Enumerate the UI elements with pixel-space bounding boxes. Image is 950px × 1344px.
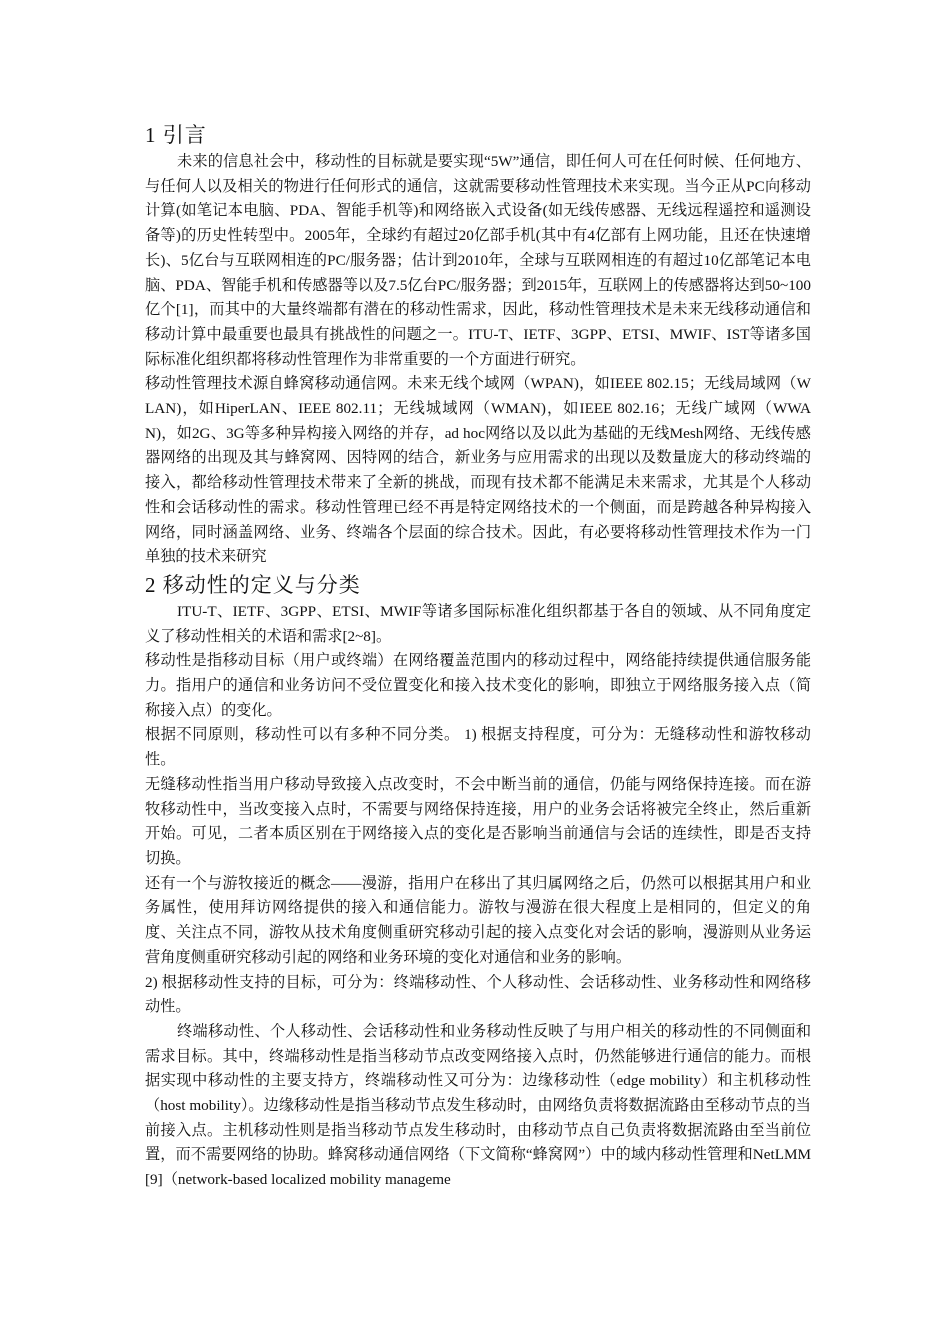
paragraph-classification-support: 根据不同原则，移动性可以有多种不同分类。 1) 根据支持程度，可分为：无缝移动性和游牧移动性。	[145, 726, 811, 769]
paragraph-terminal-mobility: 终端移动性、个人移动性、会话移动性和业务移动性反映了与用户相关的移动性的不同侧面和需求目标。其中，终端移动性是指当移动节点改变网络接入点时，仍然能够进行通信的能力。而根据实现中移动性的主要支持方，终端移动性又可分为：边缘移动性（edge mobility）和主机移动性（host mobility）。边缘移动性是指当移动节点发生移动时，由网络负责将数据流路由至移动节点的当前接入点。主机移动性则是指当移动节点发生移动时，由移动节点自己负责将数据流路由至当前位置，而不需要网络的协助。蜂窝移动通信网络（下文简称“蜂窝网”）中的域内移动性管理和NetLMM[9]（network-based localized mobility manageme	[145, 1022, 811, 1189]
section-heading-definition-classification: 2 移动性的定义与分类	[145, 572, 361, 597]
paragraph-seamless-nomadic: 无缝移动性指当用户移动导致接入点改变时，不会中断当前的通信，仍能与网络保持连接。而在游牧移动性中，当改变接入点时，不需要与网络保持连接，用户的业务会话将被完全终止，然后重新开始。可见，二者本质区别在于网络接入点的变化是否影响当前通信与会话的连续性，即是否支持切换。	[145, 775, 811, 867]
section-heading-introduction: 1 引言	[145, 123, 207, 147]
paragraph-mobility-definition: 移动性是指移动目标（用户或终端）在网络覆盖范围内的移动过程中，网络能持续提供通信服务能力。指用户的通信和业务访问不受位置变化和接入技术变化的影响，即独立于网络服务接入点（简称接入点）的变化。	[145, 652, 811, 719]
paragraph-mobility-origin: 移动性管理技术源自蜂窝移动通信网。未来无线个域网（WPAN)，如IEEE 802.15；无线局域网（WLAN)，如HiperLAN、IEEE 802.11；无线城域网（WMAN)，如IEEE 802.16；无线广域网（WWAN)，如2G、3G等多种异构接入网络的并存，ad hoc网络以及以此为基础的无线Mesh网络、无线传感器网络的出现及其与蜂窝网、因特网的结合，新业务与应用需求的出现以及数量庞大的移动终端的接入，都给移动性管理技术带来了全新的挑战，而现有技术都不能满足未来需求，尤其是个人移动性和会话移动性的需求。移动性管理已经不再是特定网络技术的一个侧面，而是跨越各种异构接入网络，同时涵盖网络、业务、终端各个层面的综合技术。因此，有必要将移动性管理技术作为一门单独的技术来研究	[145, 375, 811, 566]
paragraph-standards-bodies: ITU-T、IETF、3GPP、ETSI、MWIF等诸多国际标准化组织都基于各自的领域、从不同角度定义了移动性相关的术语和需求[2~8]。	[145, 602, 811, 645]
paragraph-classification-target: 2) 根据移动性支持的目标，可分为：终端移动性、个人移动性、会话移动性、业务移动性和网络移动性。	[145, 973, 811, 1016]
document-page	[145, 120, 811, 1193]
paragraph-5w-communication: 未来的信息社会中，移动性的目标就是要实现“5W”通信，即任何人可在任何时候、任何地方、与任何人以及相关的物进行任何形式的通信，这就需要移动性管理技术来实现。当今正从PC向移动计算(如笔记本电脑、PDA、智能手机等)和网络嵌入式设备(如无线传感器、无线远程遥控和遥测设备等)的历史性转型中。2005年，全球约有超过20亿部手机(其中有4亿部有上网功能，且还在快速增长)、5亿台与互联网相连的PC/服务器；估计到2010年，全球与互联网相连的有超过10亿部笔记本电脑、PDA、智能手机和传感器等以及7.5亿台PC/服务器；到2015年，互联网上的传感器将达到50~100亿个[1]，而其中的大量终端都有潜在的移动性需求，因此，移动性管理技术是未来无线移动通信和移动计算中最重要也最具有挑战性的问题之一。ITU-T、IETF、3GPP、ETSI、MWIF、IST等诸多国际标准化组织都将移动性管理作为非常重要的一个方面进行研究。	[145, 153, 811, 368]
paragraph-roaming: 还有一个与游牧接近的概念——漫游，指用户在移出了其归属网络之后，仍然可以根据其用户和业务属性，使用拜访网络提供的接入和通信能力。游牧与漫游在很大程度上是相同的，但定义的角度、关注点不同，游牧从技术角度侧重研究移动引起的接入点变化对会话的影响，漫游则从业务运营角度侧重研究移动引起的网络和业务环境的变化对通信和业务的影响。	[145, 874, 811, 966]
